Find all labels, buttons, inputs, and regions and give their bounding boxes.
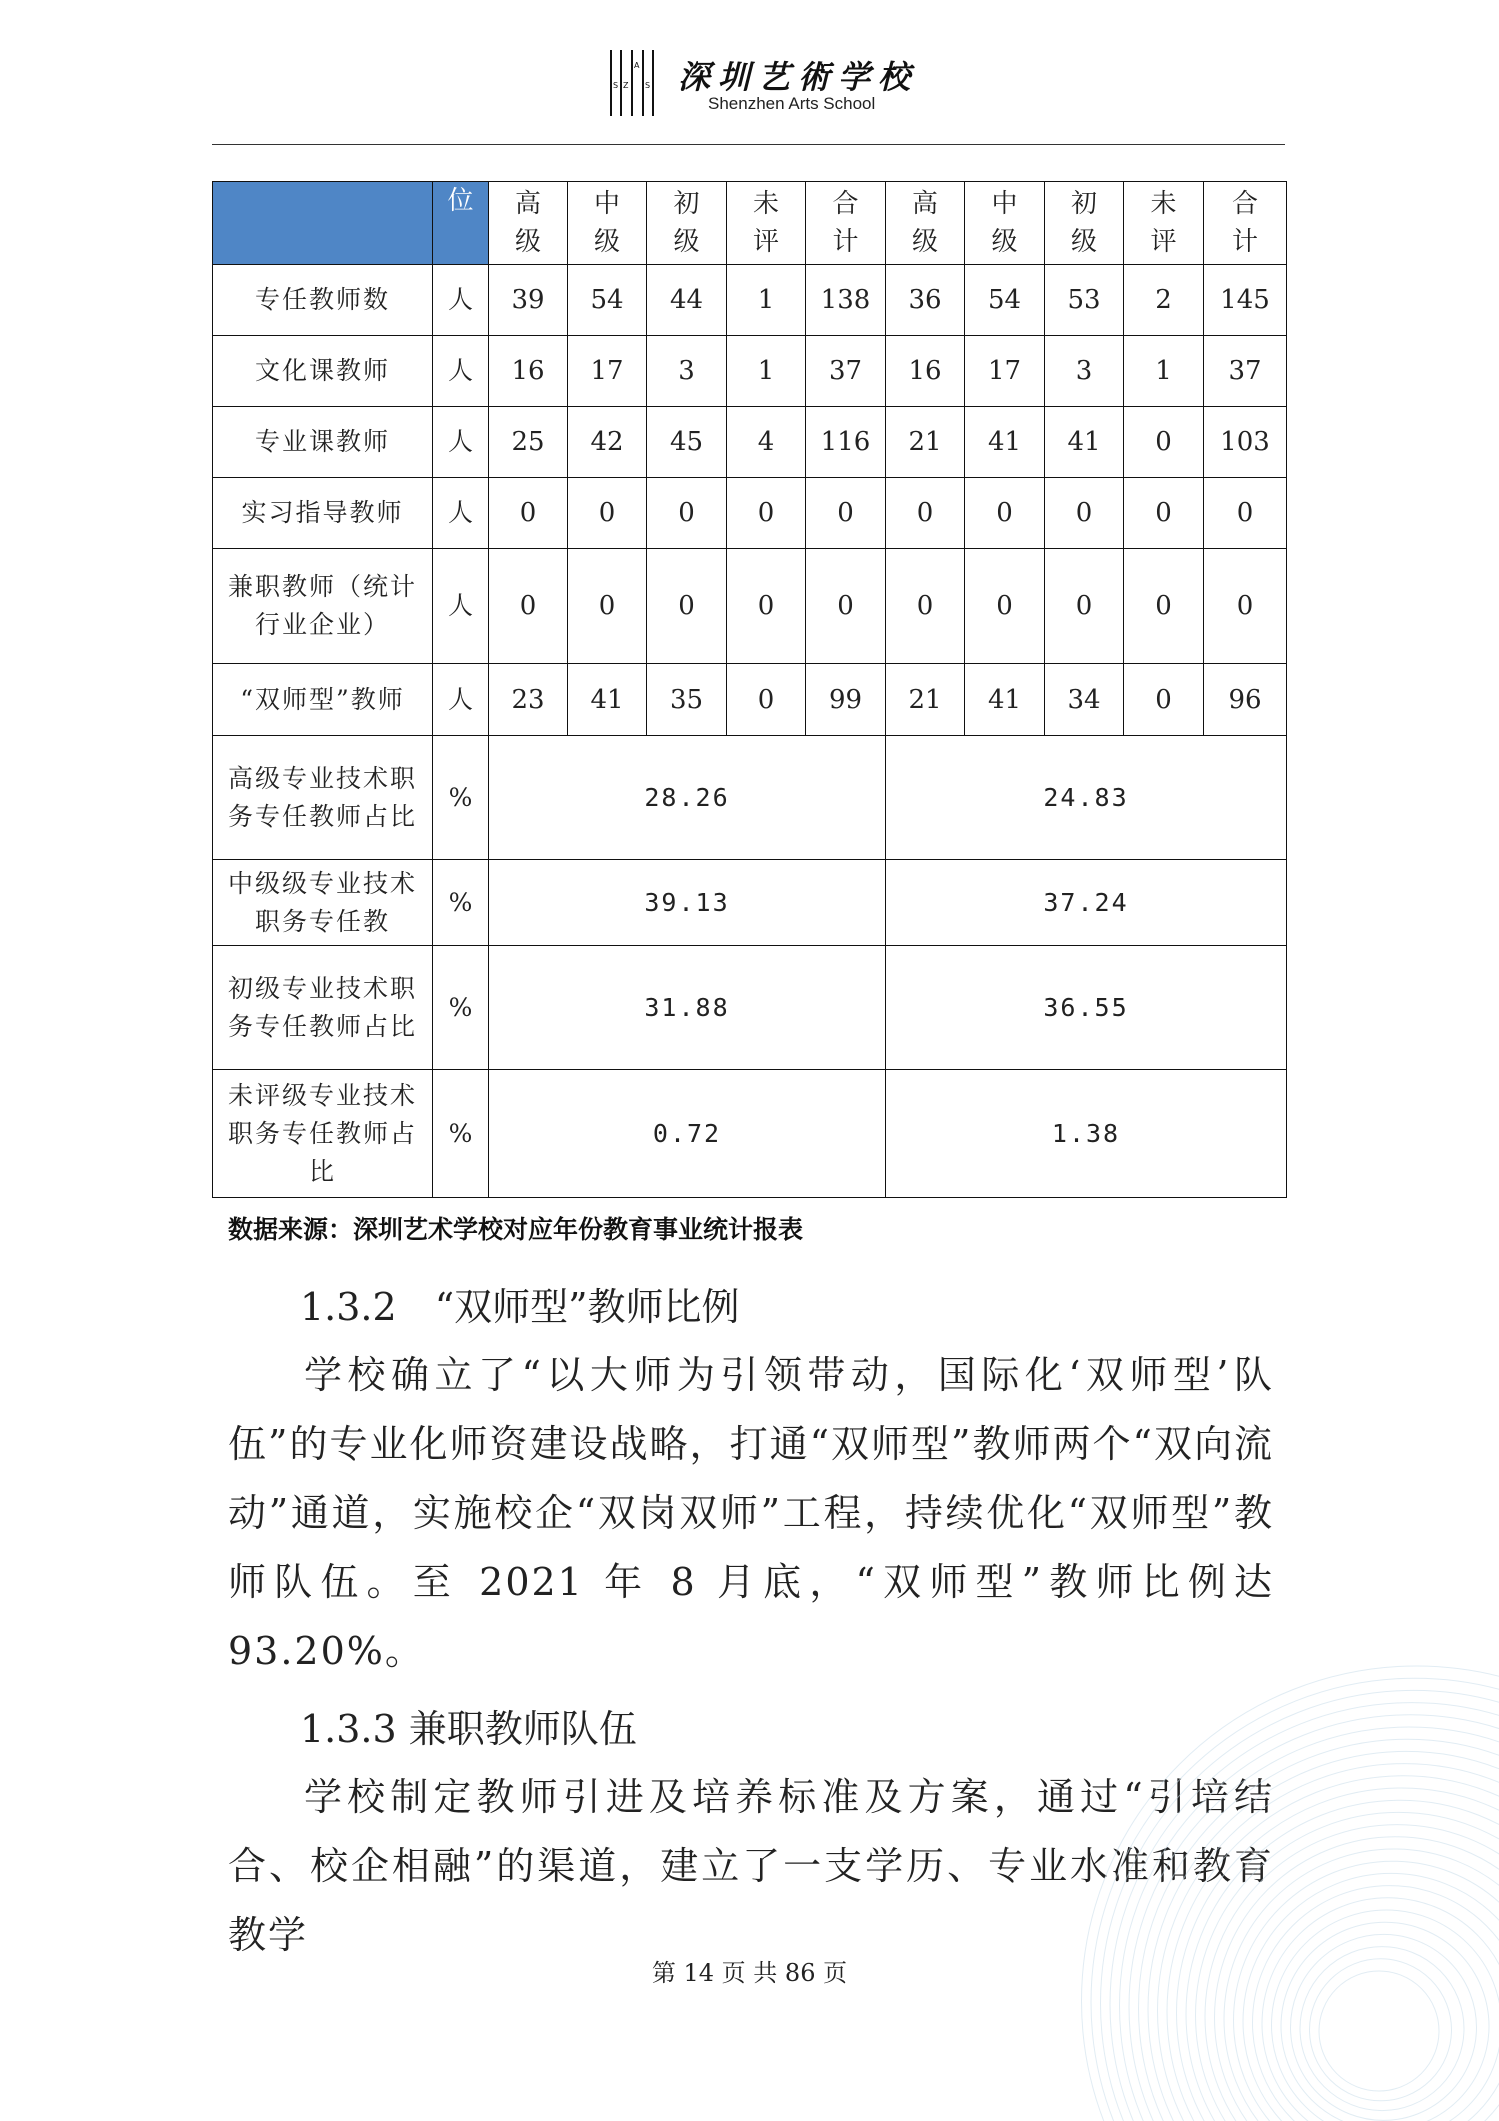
cell-value: 138 bbox=[806, 265, 886, 336]
page-number: 第 14 页 共 86 页 bbox=[651, 1959, 848, 1987]
row-label: 中级级专业技术职务专任教 bbox=[213, 860, 433, 946]
cell-value: 45 bbox=[647, 407, 727, 478]
column-header: 未评 bbox=[1150, 189, 1177, 257]
data-source-note: 数据来源：深圳艺术学校对应年份教育事业统计报表 bbox=[228, 1215, 804, 1244]
header-blank-cell bbox=[213, 182, 433, 265]
school-name-en: Shenzhen Arts School bbox=[708, 94, 876, 113]
decorative-circles bbox=[1079, 1601, 1499, 2121]
cell-value: 0 bbox=[727, 478, 806, 549]
cell-value: 1 bbox=[1124, 336, 1204, 407]
teacher-statistics-table bbox=[212, 181, 1287, 1198]
svg-text:A: A bbox=[634, 61, 640, 70]
cell-value: 0 bbox=[1124, 549, 1204, 664]
row-label: 初级专业技术职务专任教师占比 bbox=[213, 946, 433, 1070]
decorative-ring bbox=[1110, 1703, 1499, 2121]
decorative-ring bbox=[1291, 1934, 1477, 2120]
section-heading-1-3-2: 1.3.2 “双师型”教师比例 bbox=[300, 1285, 740, 1329]
cell-value: 0 bbox=[806, 478, 886, 549]
row-unit: 人 bbox=[433, 336, 489, 407]
table-row bbox=[213, 549, 1287, 664]
cell-value: 39 bbox=[489, 265, 568, 336]
ratio-value-right: 1.38 bbox=[886, 1070, 1287, 1198]
row-unit: % bbox=[433, 946, 489, 1070]
cell-value: 116 bbox=[806, 407, 886, 478]
cell-value: 37 bbox=[806, 336, 886, 407]
row-unit: % bbox=[433, 1070, 489, 1198]
cell-value: 3 bbox=[647, 336, 727, 407]
row-label: 专业课教师 bbox=[213, 407, 433, 478]
cell-value: 44 bbox=[647, 265, 727, 336]
row-label: 实习指导教师 bbox=[213, 478, 433, 549]
cell-value: 41 bbox=[965, 407, 1045, 478]
decorative-ring bbox=[1243, 1873, 1499, 2121]
column-header: 初级 bbox=[1070, 189, 1097, 257]
ratio-value-right: 24.83 bbox=[886, 736, 1287, 860]
cell-value: 0 bbox=[1204, 478, 1287, 549]
cell-value: 54 bbox=[568, 265, 647, 336]
column-header: 合计 bbox=[1231, 189, 1258, 257]
cell-value: 99 bbox=[806, 664, 886, 736]
decorative-ring bbox=[1120, 1715, 1499, 2121]
svg-text:S: S bbox=[613, 81, 619, 90]
cell-value: 0 bbox=[965, 549, 1045, 664]
cell-value: 35 bbox=[647, 664, 727, 736]
decorative-ring bbox=[1272, 1910, 1499, 2121]
column-header: 中级 bbox=[991, 189, 1018, 257]
table-row bbox=[213, 664, 1287, 736]
cell-value: 0 bbox=[727, 664, 806, 736]
column-header: 合计 bbox=[832, 189, 859, 257]
cell-value: 4 bbox=[727, 407, 806, 478]
cell-value: 41 bbox=[1045, 407, 1124, 478]
svg-text:S: S bbox=[645, 81, 651, 90]
cell-value: 0 bbox=[489, 478, 568, 549]
cell-value: 2 bbox=[1124, 265, 1204, 336]
cell-value: 41 bbox=[965, 664, 1045, 736]
ratio-value-right: 36.55 bbox=[886, 946, 1287, 1070]
cell-value: 16 bbox=[489, 336, 568, 407]
table-row bbox=[213, 478, 1287, 549]
cell-value: 21 bbox=[886, 664, 965, 736]
header-unit-cell: 位 bbox=[433, 182, 489, 265]
ratio-value-left: 0.72 bbox=[489, 1070, 886, 1198]
column-header: 初级 bbox=[673, 189, 700, 257]
ratio-row bbox=[213, 946, 1287, 1070]
table-row bbox=[213, 336, 1287, 407]
ratio-value-left: 28.26 bbox=[489, 736, 886, 860]
table-row bbox=[213, 265, 1287, 336]
ratio-value-right: 37.24 bbox=[886, 860, 1287, 946]
header-divider bbox=[212, 144, 1285, 145]
row-unit: 人 bbox=[433, 549, 489, 664]
row-unit: 人 bbox=[433, 265, 489, 336]
cell-value: 21 bbox=[886, 407, 965, 478]
cell-value: 0 bbox=[886, 478, 965, 549]
decorative-ring bbox=[1215, 1837, 1499, 2121]
row-unit: 人 bbox=[433, 664, 489, 736]
cell-value: 16 bbox=[886, 336, 965, 407]
cell-value: 17 bbox=[568, 336, 647, 407]
row-label: “双师型”教师 bbox=[213, 664, 433, 736]
cell-value: 0 bbox=[568, 549, 647, 664]
cell-value: 0 bbox=[647, 549, 727, 664]
table-header-row bbox=[213, 182, 1287, 265]
ratio-value-left: 39.13 bbox=[489, 860, 886, 946]
table-row bbox=[213, 407, 1287, 478]
cell-value: 37 bbox=[1204, 336, 1287, 407]
cell-value: 54 bbox=[965, 265, 1045, 336]
cell-value: 0 bbox=[1045, 478, 1124, 549]
cell-value: 0 bbox=[727, 549, 806, 664]
cell-value: 17 bbox=[965, 336, 1045, 407]
ratio-value-left: 31.88 bbox=[489, 946, 886, 1070]
cell-value: 0 bbox=[568, 478, 647, 549]
decorative-ring bbox=[1310, 1959, 1452, 2101]
row-unit: 人 bbox=[433, 407, 489, 478]
decorative-ring bbox=[1262, 1898, 1499, 2121]
cell-value: 0 bbox=[647, 478, 727, 549]
cell-value: 1 bbox=[727, 336, 806, 407]
cell-value: 0 bbox=[806, 549, 886, 664]
cell-value: 34 bbox=[1045, 664, 1124, 736]
cell-value: 0 bbox=[1124, 664, 1204, 736]
cell-value: 0 bbox=[1204, 549, 1287, 664]
cell-value: 96 bbox=[1204, 664, 1287, 736]
cell-value: 41 bbox=[568, 664, 647, 736]
cell-value: 23 bbox=[489, 664, 568, 736]
row-unit: 人 bbox=[433, 478, 489, 549]
decorative-ring bbox=[1319, 1971, 1439, 2091]
school-name-cn: 深圳艺術学校 bbox=[678, 58, 919, 96]
cell-value: 25 bbox=[489, 407, 568, 478]
section-paragraph-1-3-3: 学校制定教师引进及培养标准及方案，通过“引培结合、校企相融”的渠道，建立了一支学历、专业水准和教育教学 bbox=[228, 1775, 1274, 1957]
ratio-row bbox=[213, 736, 1287, 860]
cell-value: 3 bbox=[1045, 336, 1124, 407]
row-unit: % bbox=[433, 860, 489, 946]
ratio-row bbox=[213, 1070, 1287, 1198]
decorative-ring bbox=[1177, 1788, 1499, 2121]
decorative-ring bbox=[1205, 1825, 1499, 2121]
row-label: 兼职教师（统计行业企业） bbox=[213, 549, 433, 664]
cell-value: 0 bbox=[1124, 478, 1204, 549]
cell-value: 1 bbox=[727, 265, 806, 336]
column-header: 未评 bbox=[752, 189, 779, 257]
cell-value: 0 bbox=[886, 549, 965, 664]
row-unit: % bbox=[433, 736, 489, 860]
ratio-row bbox=[213, 860, 1287, 946]
cell-value: 145 bbox=[1204, 265, 1287, 336]
cell-value: 0 bbox=[489, 549, 568, 664]
column-header: 中级 bbox=[593, 189, 620, 257]
cell-value: 103 bbox=[1204, 407, 1287, 478]
cell-value: 0 bbox=[965, 478, 1045, 549]
cell-value: 42 bbox=[568, 407, 647, 478]
row-label: 专任教师数 bbox=[213, 265, 433, 336]
cell-value: 0 bbox=[1124, 407, 1204, 478]
cell-value: 53 bbox=[1045, 265, 1124, 336]
school-logo-mark bbox=[608, 48, 656, 118]
decorative-ring bbox=[1253, 1886, 1499, 2121]
cell-value: 0 bbox=[1045, 549, 1124, 664]
cell-value: 36 bbox=[886, 265, 965, 336]
section-heading-1-3-3: 1.3.3 兼职教师队伍 bbox=[300, 1707, 637, 1751]
column-header: 高级 bbox=[514, 189, 541, 257]
decorative-ring bbox=[1101, 1690, 1499, 2121]
section-paragraph-1-3-2: 学校确立了“以大师为引领带动，国际化‘双师型’队伍”的专业化师资建设战略，打通“双师型”教师两个“双向流动”通道，实施校企“双岗双师”工程，持续优化“双师型”教师队伍。至 2021 年 8 月底，“双师型”教师比例达 93.20%。 bbox=[228, 1353, 1274, 1673]
row-label: 高级专业技术职务专任教师占比 bbox=[213, 736, 433, 860]
svg-text:Z: Z bbox=[623, 81, 629, 90]
row-label: 未评级专业技术职务专任教师占比 bbox=[213, 1070, 433, 1198]
column-header: 高级 bbox=[911, 189, 938, 257]
row-label: 文化课教师 bbox=[213, 336, 433, 407]
